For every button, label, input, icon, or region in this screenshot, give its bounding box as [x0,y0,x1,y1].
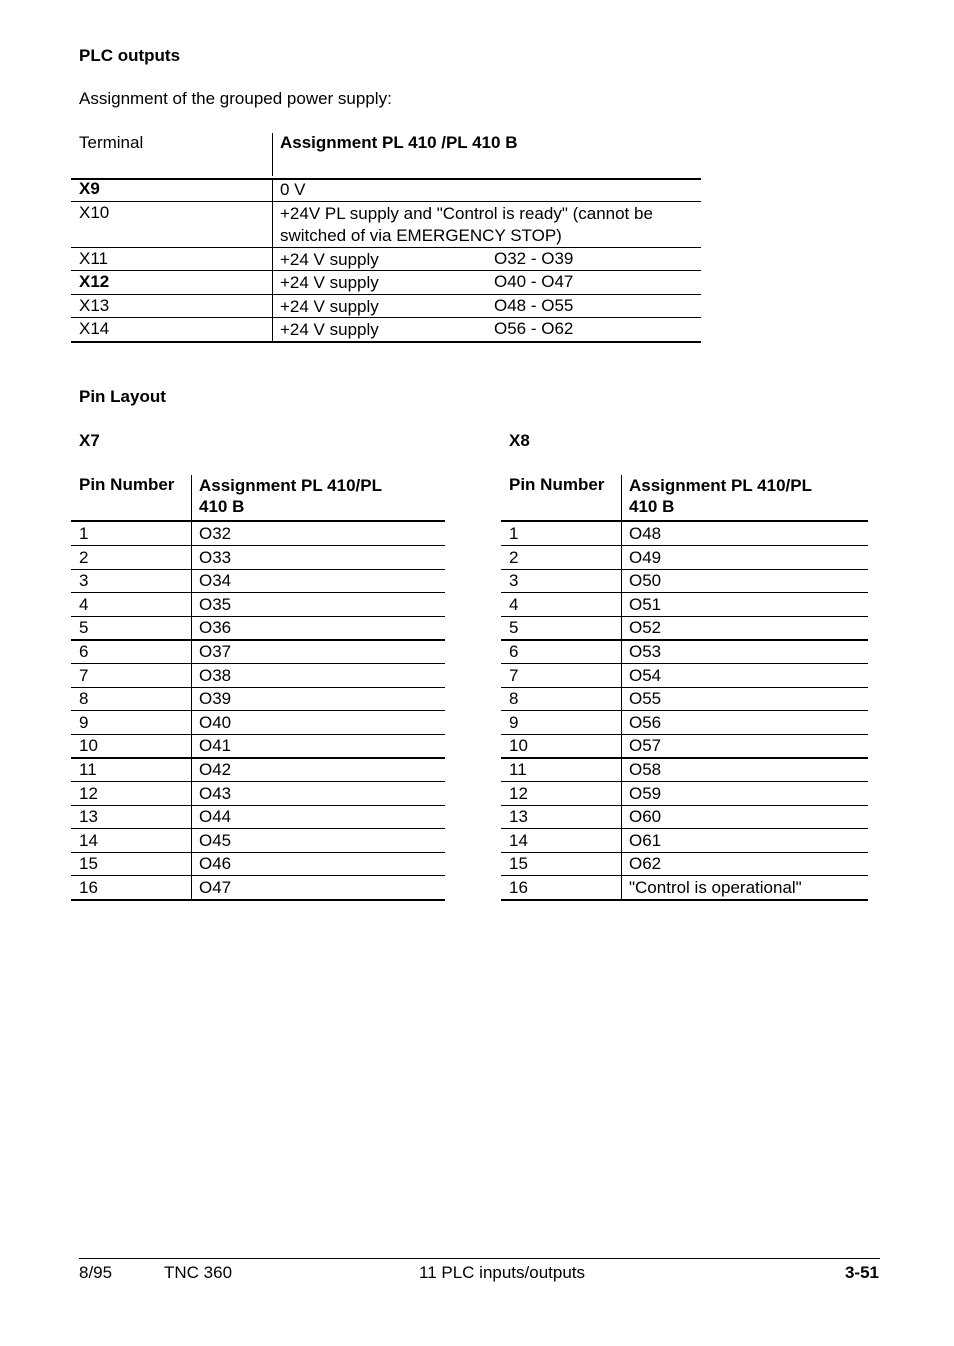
pin-assignment-cell: O32 [191,522,231,545]
pin-row [501,522,868,546]
pin-assignment-cell: O40 [191,711,231,734]
pin-assignment-cell: O42 [191,758,231,781]
x7-pin-table [71,475,445,899]
pin-number-cell: 10 [79,736,98,756]
terminal-table-header [71,133,701,180]
pin-number-cell: 14 [509,830,528,850]
pin-row [71,734,445,759]
x7-title: X7 [79,431,100,450]
terminal-row [71,202,701,248]
pin-row [71,711,445,735]
pin-number-cell: 5 [509,618,519,637]
pin-number-cell: 11 [79,760,97,780]
pin-assignment-cell: O56 [621,711,661,734]
pin-row [71,829,445,853]
pin-row [501,876,868,901]
terminal-row [71,271,701,295]
pin-number-cell: 13 [509,807,528,827]
pin-assignment-cell: O39 [191,687,231,710]
x8-header-pin: Pin Number [509,475,605,494]
assignment-cell: +24V PL supply and "Control is ready" (cannot be switched of via EMERGENCY STOP) [272,202,695,247]
pin-row [71,876,445,901]
pin-assignment-cell: O47 [191,876,231,899]
x7-header-pin: Pin Number [79,475,175,494]
pin-assignment-cell: O37 [191,640,231,663]
pin-number-cell: 15 [79,854,98,874]
pin-number-cell: 6 [509,642,519,662]
pin-number-cell: 16 [79,877,98,897]
x8-title: X8 [509,431,530,450]
pin-assignment-cell: O50 [621,569,661,592]
pin-row [501,569,868,593]
pin-row [501,782,868,806]
footer-model: TNC 360 [164,1263,233,1282]
pin-row [71,687,445,711]
pin-row [501,664,868,688]
pin-number-cell: 15 [509,854,528,874]
footer-divider [79,1258,880,1259]
terminal-cell: X10 [79,203,110,222]
pin-number-cell: 7 [79,665,89,685]
terminal-table [71,178,701,342]
pin-assignment-cell: O34 [191,569,231,592]
pin-row [501,640,868,664]
pin-assignment-cell: O44 [191,805,231,828]
pin-row [71,546,445,570]
intro-text: Assignment of the grouped power supply: [79,89,392,108]
pin-number-cell: 9 [79,712,89,732]
pin-number-cell: 2 [509,547,519,567]
x8-table-header [501,475,868,522]
pin-row [501,711,868,735]
pin-row [71,758,445,782]
pin-row [71,522,445,546]
pin-number-cell: 6 [79,642,89,662]
pin-row [501,593,868,617]
pin-row [71,782,445,806]
x7-table-header [71,475,445,522]
pin-assignment-cell: O52 [621,616,661,639]
pin-assignment-cell: O43 [191,782,231,805]
pin-assignment-cell: O45 [191,829,231,852]
output-range-cell: O40 - O47 [494,272,574,291]
pin-row [71,593,445,617]
pin-assignment-cell: O62 [621,852,661,875]
pin-assignment-cell: O49 [621,546,661,569]
x8-header-assignment: Assignment PL 410/PL 410 B [621,475,829,520]
pin-row [501,805,868,829]
header-assignment: Assignment PL 410 /PL 410 B [272,133,517,176]
pin-number-cell: 4 [509,594,519,614]
pin-row [501,758,868,782]
terminal-row [71,178,701,202]
pin-number-cell: 11 [509,760,527,780]
pin-row [71,664,445,688]
pin-assignment-cell: O61 [621,829,661,852]
pin-assignment-cell: O57 [621,734,661,757]
pin-row [71,852,445,876]
pin-assignment-cell: O58 [621,758,661,781]
pin-assignment-cell: O48 [621,522,661,545]
pin-assignment-cell: O38 [191,664,231,687]
pin-assignment-cell: O35 [191,593,231,616]
pin-number-cell: 3 [509,571,519,590]
assignment-cell: +24 V supply [272,295,695,317]
pin-assignment-cell: O60 [621,805,661,828]
section-title: PLC outputs [79,46,181,65]
pin-assignment-cell: O59 [621,782,661,805]
pin-number-cell: 12 [79,783,98,803]
pin-assignment-cell: O53 [621,640,661,663]
pin-number-cell: 4 [79,594,89,614]
pin-number-cell: 8 [509,689,519,709]
pin-number-cell: 14 [79,830,98,850]
assignment-cell: +24 V supply [272,318,695,341]
pin-number-cell: 3 [79,571,89,590]
terminal-row [71,248,701,271]
pin-number-cell: 5 [79,618,89,637]
pin-number-cell: 10 [509,736,528,756]
pin-row [501,687,868,711]
pin-number-cell: 8 [79,689,89,709]
pin-number-cell: 9 [509,712,519,732]
pin-row [501,829,868,853]
assignment-cell: +24 V supply [272,271,695,294]
pin-row [71,805,445,829]
pin-row [501,852,868,876]
pin-assignment-cell: O41 [191,734,231,757]
pin-layout-title: Pin Layout [79,387,166,406]
output-range-cell: O56 - O62 [494,319,574,338]
terminal-cell: X14 [79,319,110,338]
assignment-cell: +24 V supply [272,248,695,270]
terminal-cell: X9 [79,179,100,198]
terminal-cell: X13 [79,296,110,315]
assignment-cell: 0 V [272,178,695,201]
x7-header-assignment: Assignment PL 410/PL 410 B [191,475,399,520]
pin-assignment-cell: O51 [621,593,661,616]
footer-chapter: 11 PLC inputs/outputs [419,1263,586,1282]
pin-row [71,569,445,593]
pin-number-cell: 1 [509,524,519,543]
pin-assignment-cell: O46 [191,852,231,875]
terminal-row [71,318,701,343]
pin-row [501,616,868,641]
header-terminal: Terminal [79,133,144,152]
pin-assignment-cell: O33 [191,546,231,569]
footer-page-number: 3-51 [844,1263,879,1282]
pin-number-cell: 7 [509,665,519,685]
output-range-cell: O48 - O55 [494,296,574,315]
x8-pin-table [501,475,868,899]
pin-row [501,734,868,759]
pin-number-cell: 16 [509,877,528,897]
pin-number-cell: 2 [79,547,89,567]
terminal-cell: X11 [79,249,108,268]
pin-row [501,546,868,570]
footer-date: 8/95 [79,1263,113,1282]
pin-assignment-cell: O36 [191,616,231,639]
pin-row [71,616,445,641]
pin-row [71,640,445,664]
pin-number-cell: 12 [509,783,528,803]
terminal-cell: X12 [79,272,110,291]
pin-assignment-cell: O55 [621,687,661,710]
pin-assignment-cell: "Control is operational" [621,876,802,899]
output-range-cell: O32 - O39 [494,249,574,268]
terminal-row [71,295,701,318]
pin-assignment-cell: O54 [621,664,661,687]
pin-number-cell: 1 [79,524,89,543]
pin-number-cell: 13 [79,807,98,827]
